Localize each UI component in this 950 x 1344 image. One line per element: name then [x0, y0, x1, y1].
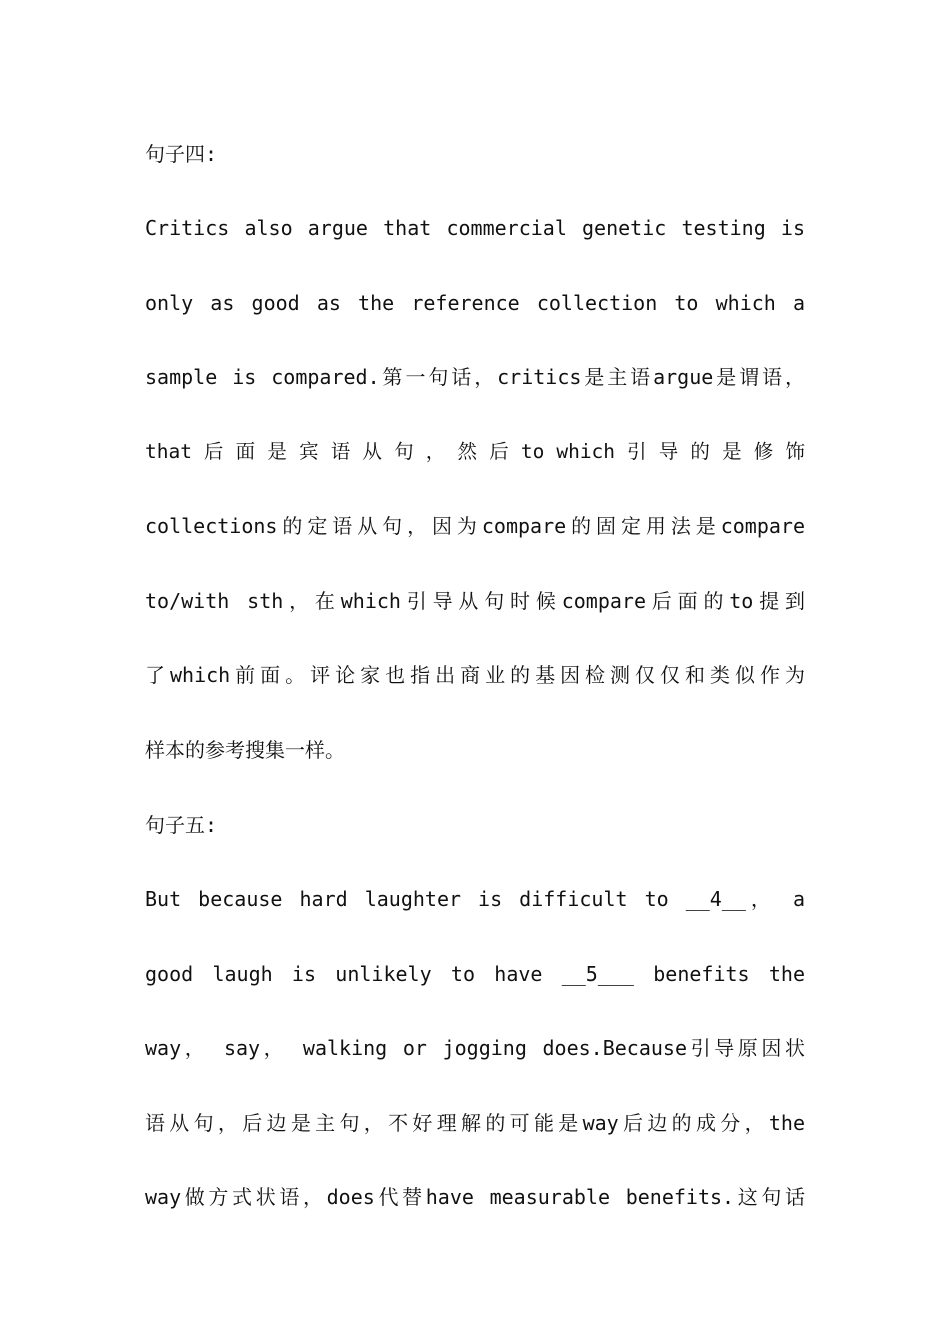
- paragraph-line: 样本的参考搜集一样。: [145, 738, 345, 762]
- paragraph-line: only as good as the reference collection to which a: [145, 291, 805, 315]
- paragraph-line: 语从句，后边是主句，不好理解的可能是way后边的成分，the: [145, 1111, 805, 1135]
- paragraph-line: way做方式状语，does代替have measurable benefits.这句话: [145, 1185, 805, 1209]
- paragraph-line: to/with sth，在which引导从句时候compare后面的to提到: [145, 589, 805, 613]
- paragraph-line: But because hard laughter is difficult to __4__， a: [145, 887, 805, 911]
- paragraph-line: way， say， walking or jogging does.Because引导原因状: [145, 1036, 805, 1060]
- paragraph-line: that 后 面 是 宾 语 从 句 ， 然 后 to which 引 导 的 是 修 饰: [145, 440, 805, 463]
- heading-sentence-four: 句子四:: [145, 142, 218, 166]
- paragraph-line: 了which前面。评论家也指出商业的基因检测仅仅和类似作为: [145, 663, 805, 687]
- paragraph-line: good laugh is unlikely to have __5___ benefits the: [145, 962, 805, 986]
- paragraph-line: collections的定语从句，因为compare的固定用法是compare: [145, 514, 805, 538]
- paragraph-line: Critics also argue that commercial genetic testing is: [145, 216, 805, 240]
- heading-sentence-five: 句子五:: [145, 813, 218, 837]
- paragraph-line: sample is compared.第一句话，critics是主语argue是谓语，: [145, 365, 805, 389]
